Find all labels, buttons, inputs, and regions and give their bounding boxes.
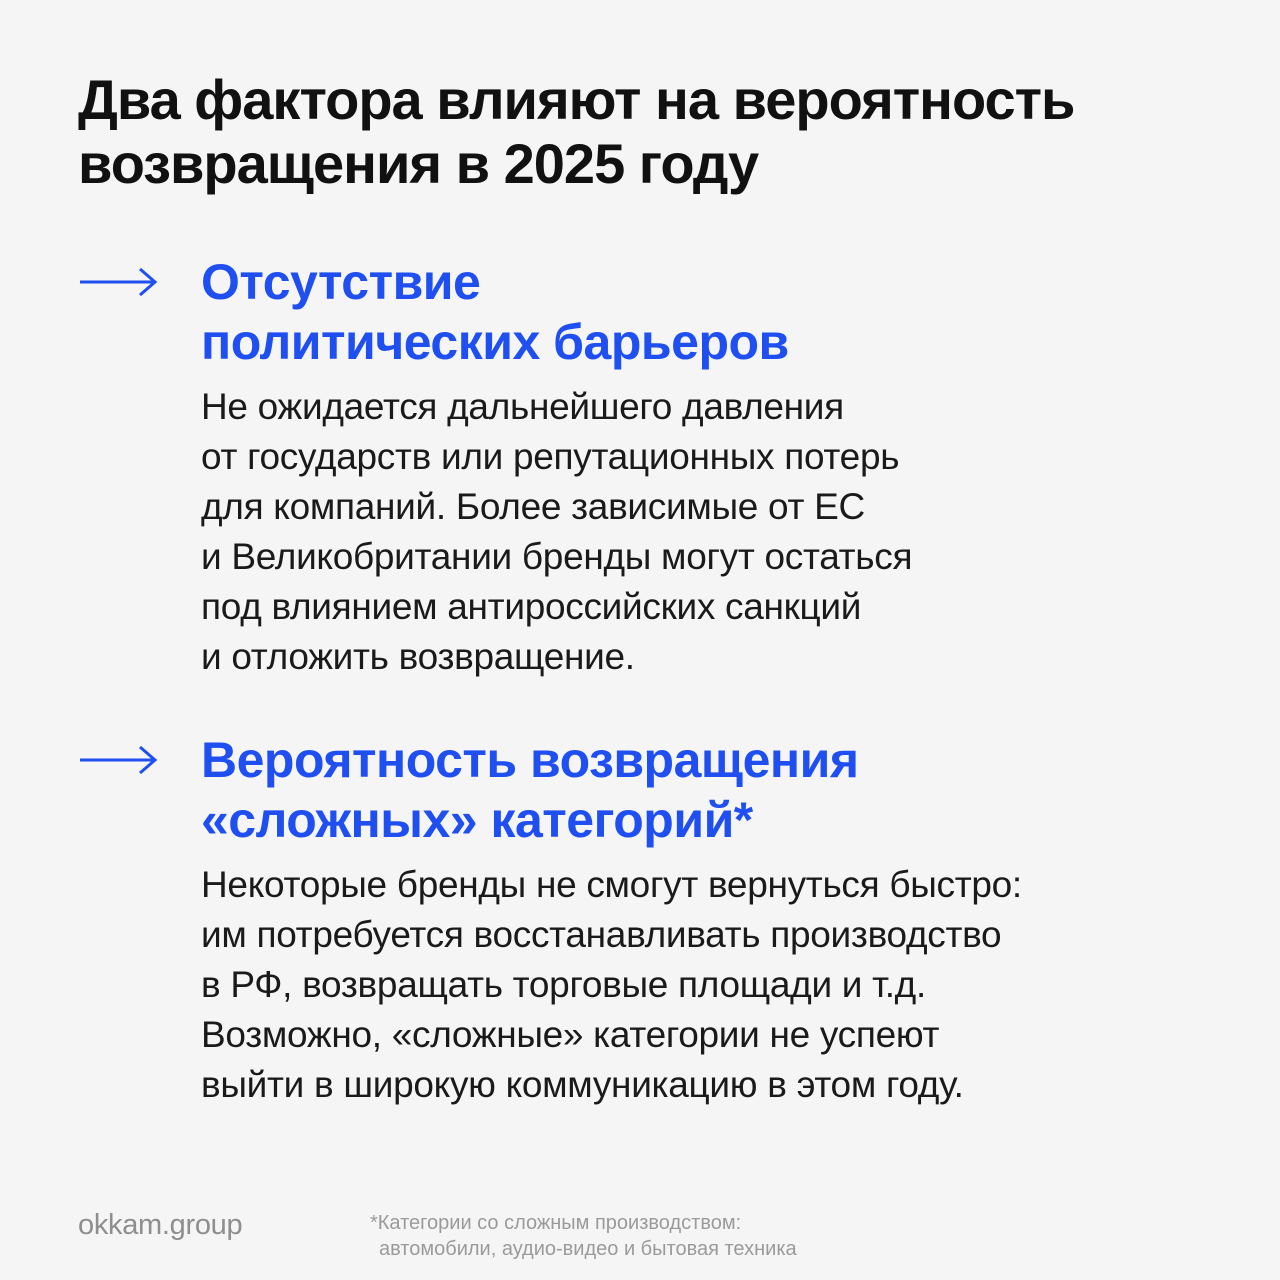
- factor-heading: [201, 730, 1201, 850]
- page-title-line: возвращения в 2025 году: [78, 132, 759, 195]
- arrow-right-icon: [78, 742, 158, 778]
- page-title: [78, 68, 1218, 196]
- factor-description-line: и отложить возвращение.: [201, 636, 635, 677]
- arrow-right-icon: [78, 264, 158, 300]
- factor-description-line: от государств или репутационных потерь: [201, 436, 900, 477]
- footnote-line: автомобили, аудио-видео и бытовая техника: [379, 1238, 797, 1260]
- footnote-line: *Категории со сложным производством:: [370, 1212, 742, 1234]
- factor-description-line: под влиянием антироссийских санкций: [201, 586, 862, 627]
- factor-description-line: в РФ, возвращать торговые площади и т.д.: [201, 964, 926, 1005]
- brand-name: okkam.group: [78, 1209, 243, 1241]
- factor-description-line: Некоторые бренды не смогут вернуться быстро:: [201, 864, 1022, 905]
- factor-description-line: Не ожидается дальнейшего давления: [201, 386, 844, 427]
- factor-content: [201, 252, 1201, 682]
- factor-heading-line: «сложных» категорий*: [201, 792, 753, 848]
- factor-description-line: для компаний. Более зависимые от ЕС: [201, 486, 865, 527]
- factor-description-line: Возможно, «сложные» категории не успеют: [201, 1014, 940, 1055]
- factor-description: [201, 382, 1201, 682]
- factor-heading: [201, 252, 1201, 372]
- factor-heading-line: Отсутствие: [201, 254, 481, 310]
- factor-description: [201, 860, 1201, 1110]
- factor-description-line: и Великобритании бренды могут остаться: [201, 536, 913, 577]
- factor-description-line: выйти в широкую коммуникацию в этом году.: [201, 1064, 964, 1105]
- factor-heading-line: Вероятность возвращения: [201, 732, 859, 788]
- page-title-line: Два фактора влияют на вероятность: [78, 68, 1075, 131]
- factor-content: [201, 730, 1201, 1110]
- factor-description-line: им потребуется восстанавливать производство: [201, 914, 1002, 955]
- footnote: [370, 1210, 797, 1262]
- factor-heading-line: политических барьеров: [201, 314, 789, 370]
